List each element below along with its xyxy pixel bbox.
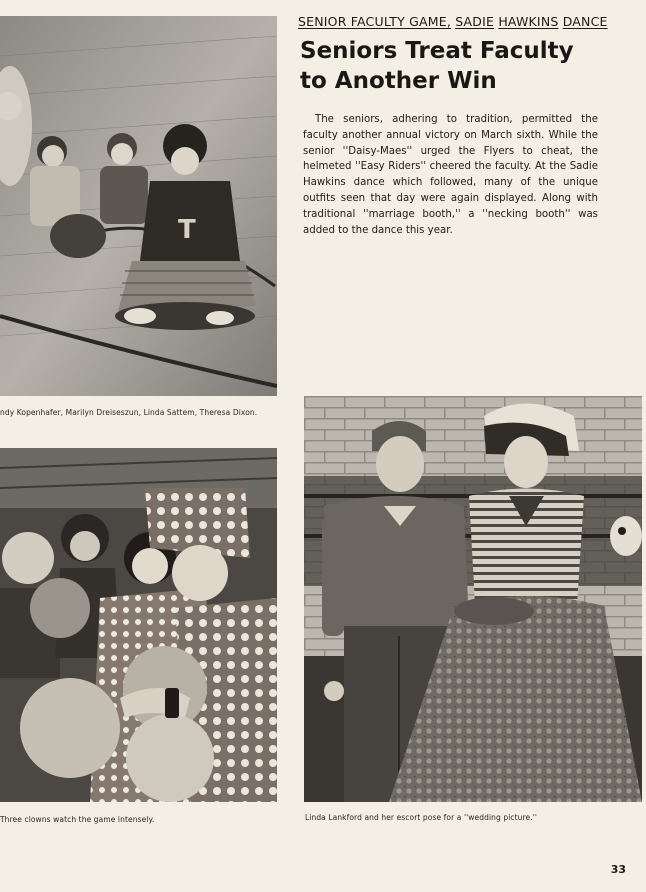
wedding-photo-caption: Linda Lankford and her escort pose for a ''wedding picture.'' [305,813,538,822]
svg-text:T: T [178,215,196,245]
section-header [298,14,616,29]
header-item-hawkins: HAWKINS [498,14,559,29]
article-body: The seniors, adhering to tradition, permitted the faculty another annual victory on March sixth. While the senior ''Daisy-Maes'' urged the Flyers to cheat, the helmeted ''Easy Riders'' cheered the faculty. At the Sadie Hawkins dance which followed, many of the unique outfits seen that day were again displayed. Along with traditional ''marriage booth,'' a ''necking booth'' was added to the dance this year. [303,114,598,236]
cheering-girls-photo [0,16,277,396]
header-item-senior-faculty-game: SENIOR FACULTY GAME, [298,14,451,29]
header-item-sadie: SADIE [455,14,495,29]
header-item-dance: DANCE [562,14,608,29]
clowns-photo-caption: Three clowns watch the game intensely. [0,815,155,824]
page-number: 33 [610,863,626,876]
wedding-picture-photo [304,396,642,802]
article-title [300,36,620,96]
clowns-photo [0,448,277,802]
title-line-1: Seniors Treat Faculty [300,38,574,64]
girls-photo-caption: ndy Kopenhafer, Marilyn Dreiseszun, Linda Sattem, Theresa Dixon. [0,408,258,417]
title-line-2: to Another Win [300,68,497,94]
